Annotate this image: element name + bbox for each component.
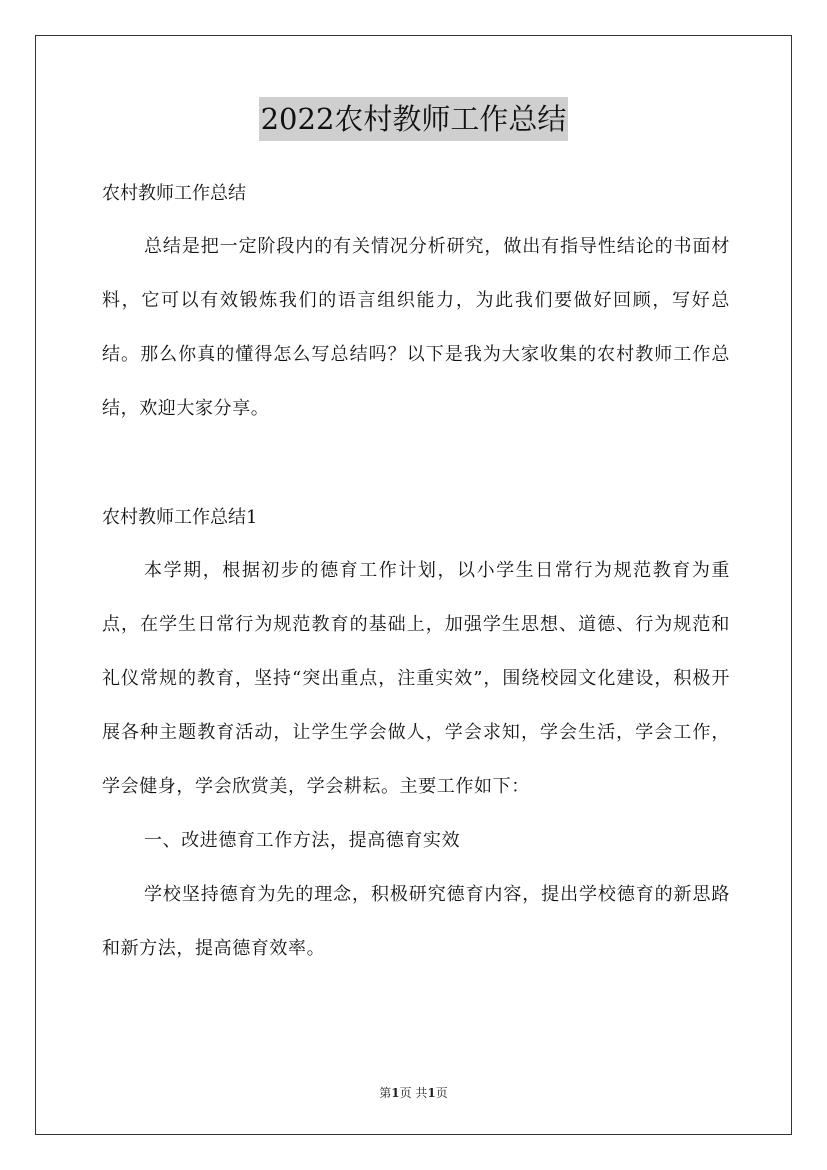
document-title: 2022农村教师工作总结	[259, 97, 569, 141]
subheading-1: 一、改进德育工作方法，提高德育实效	[144, 830, 461, 851]
subparagraph-1: 学校坚持德育为先的理念，积极研究德育内容，提出学校德育的新思路和新方法，提高德育效率。	[102, 884, 730, 959]
intro-heading: 农村教师工作总结	[102, 183, 246, 204]
document-body	[102, 168, 730, 976]
footer-page-suffix: 页	[435, 1086, 448, 1100]
footer-page-total: 1	[427, 1086, 436, 1100]
section-spacer	[102, 436, 730, 492]
footer-page-current: 1	[391, 1086, 400, 1100]
title-container	[0, 97, 827, 141]
section1-paragraph: 本学期，根据初步的德育工作计划，以小学生日常行为规范教育为重点，在学生日常行为规范教育的基础上，加强学生思想、道德、行为规范和礼仪常规的教育，坚持“突出重点，注重实效”，围绕校园文化建设，积极开展各种主题教育活动，让学生学会做人，学会求知，学会生活，学会工作，学会健身，学会欣赏美，学会耕耘。主要工作如下：	[102, 560, 730, 797]
intro-paragraph: 总结是把一定阶段内的有关情况分析研究，做出有指导性结论的书面材料，它可以有效锻炼我们的语言组织能力，为此我们要做好回顾，写好总结。那么你真的懂得怎么写总结吗？以下是我为大家收集的农村教师工作总结，欢迎大家分享。	[102, 236, 730, 419]
footer-page-prefix: 第	[379, 1086, 392, 1100]
footer-page-mid: 页 共	[399, 1086, 428, 1100]
section1-heading: 农村教师工作总结1	[102, 507, 258, 528]
page-footer	[0, 1084, 827, 1101]
